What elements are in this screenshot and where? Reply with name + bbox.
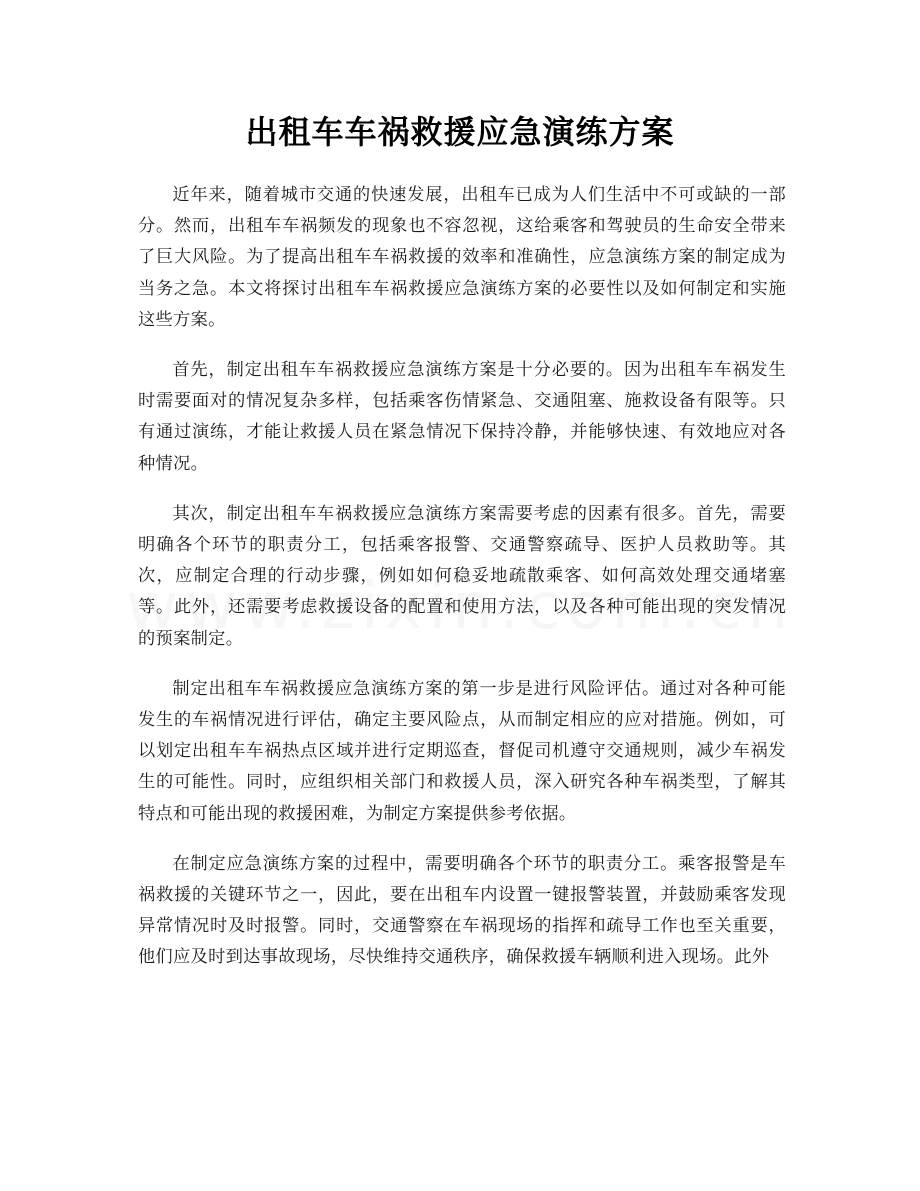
document-title: 出租车车祸救援应急演练方案 — [245, 113, 675, 151]
paragraph-intro: 近年来，随着城市交通的快速发展，出租车已成为人们生活中不可或缺的一部分。然而，出租车车祸频发的现象也不容忽视，这给乘客和驾驶员的生命安全带来了巨大风险。为了提高出租车车祸救援的效率和准确性，应急演练方案的制定成为当务之急。本文将探讨出租车车祸救援应急演练方案的必要性以及如何制定和实施这些方案。 — [138, 185, 786, 330]
paragraph-risk-assessment: 制定出租车车祸救援应急演练方案的第一步是进行风险评估。通过对各种可能发生的车祸情况进行评估，确定主要风险点，从而制定相应的应对措施。例如，可以划定出租车车祸热点区域并进行定期巡查，督促司机遵守交通规则，减少车祸发生的可能性。同时，应组织相关部门和救援人员，深入研究各种车祸类型，了解其特点和可能出现的救援困难，为制定方案提供参考依据。 — [138, 678, 786, 824]
document-body — [138, 180, 786, 993]
paragraph-necessity: 首先，制定出租车车祸救援应急演练方案是十分必要的。因为出租车车祸发生时需要面对的情况复杂多样，包括乘客伤情紧急、交通阻塞、施救设备有限等。只有通过演练，才能让救援人员在紧急情况下保持冷静，并能够快速、有效地应对各种情况。 — [138, 360, 786, 474]
paragraph-responsibilities: 在制定应急演练方案的过程中，需要明确各个环节的职责分工。乘客报警是车祸救援的关键环节之一，因此，要在出租车内设置一键报警装置，并鼓励乘客发现异常情况时及时报警。同时，交通警察在车祸现场的指挥和疏导工作也至关重要，他们应及时到达事故现场，尽快维持交通秩序，确保救援车辆顺利进入现场。此外 — [138, 853, 786, 968]
paragraph-factors: 其次，制定出租车车祸救援应急演练方案需要考虑的因素有很多。首先，需要明确各个环节的职责分工，包括乘客报警、交通警察疏导、医护人员救助等。其次，应制定合理的行动步骤，例如如何稳妥地疏散乘客、如何高效处理交通堵塞等。此外，还需要考虑救援设备的配置和使用方法，以及各种可能出现的突发情况的预案制定。 — [138, 503, 786, 649]
